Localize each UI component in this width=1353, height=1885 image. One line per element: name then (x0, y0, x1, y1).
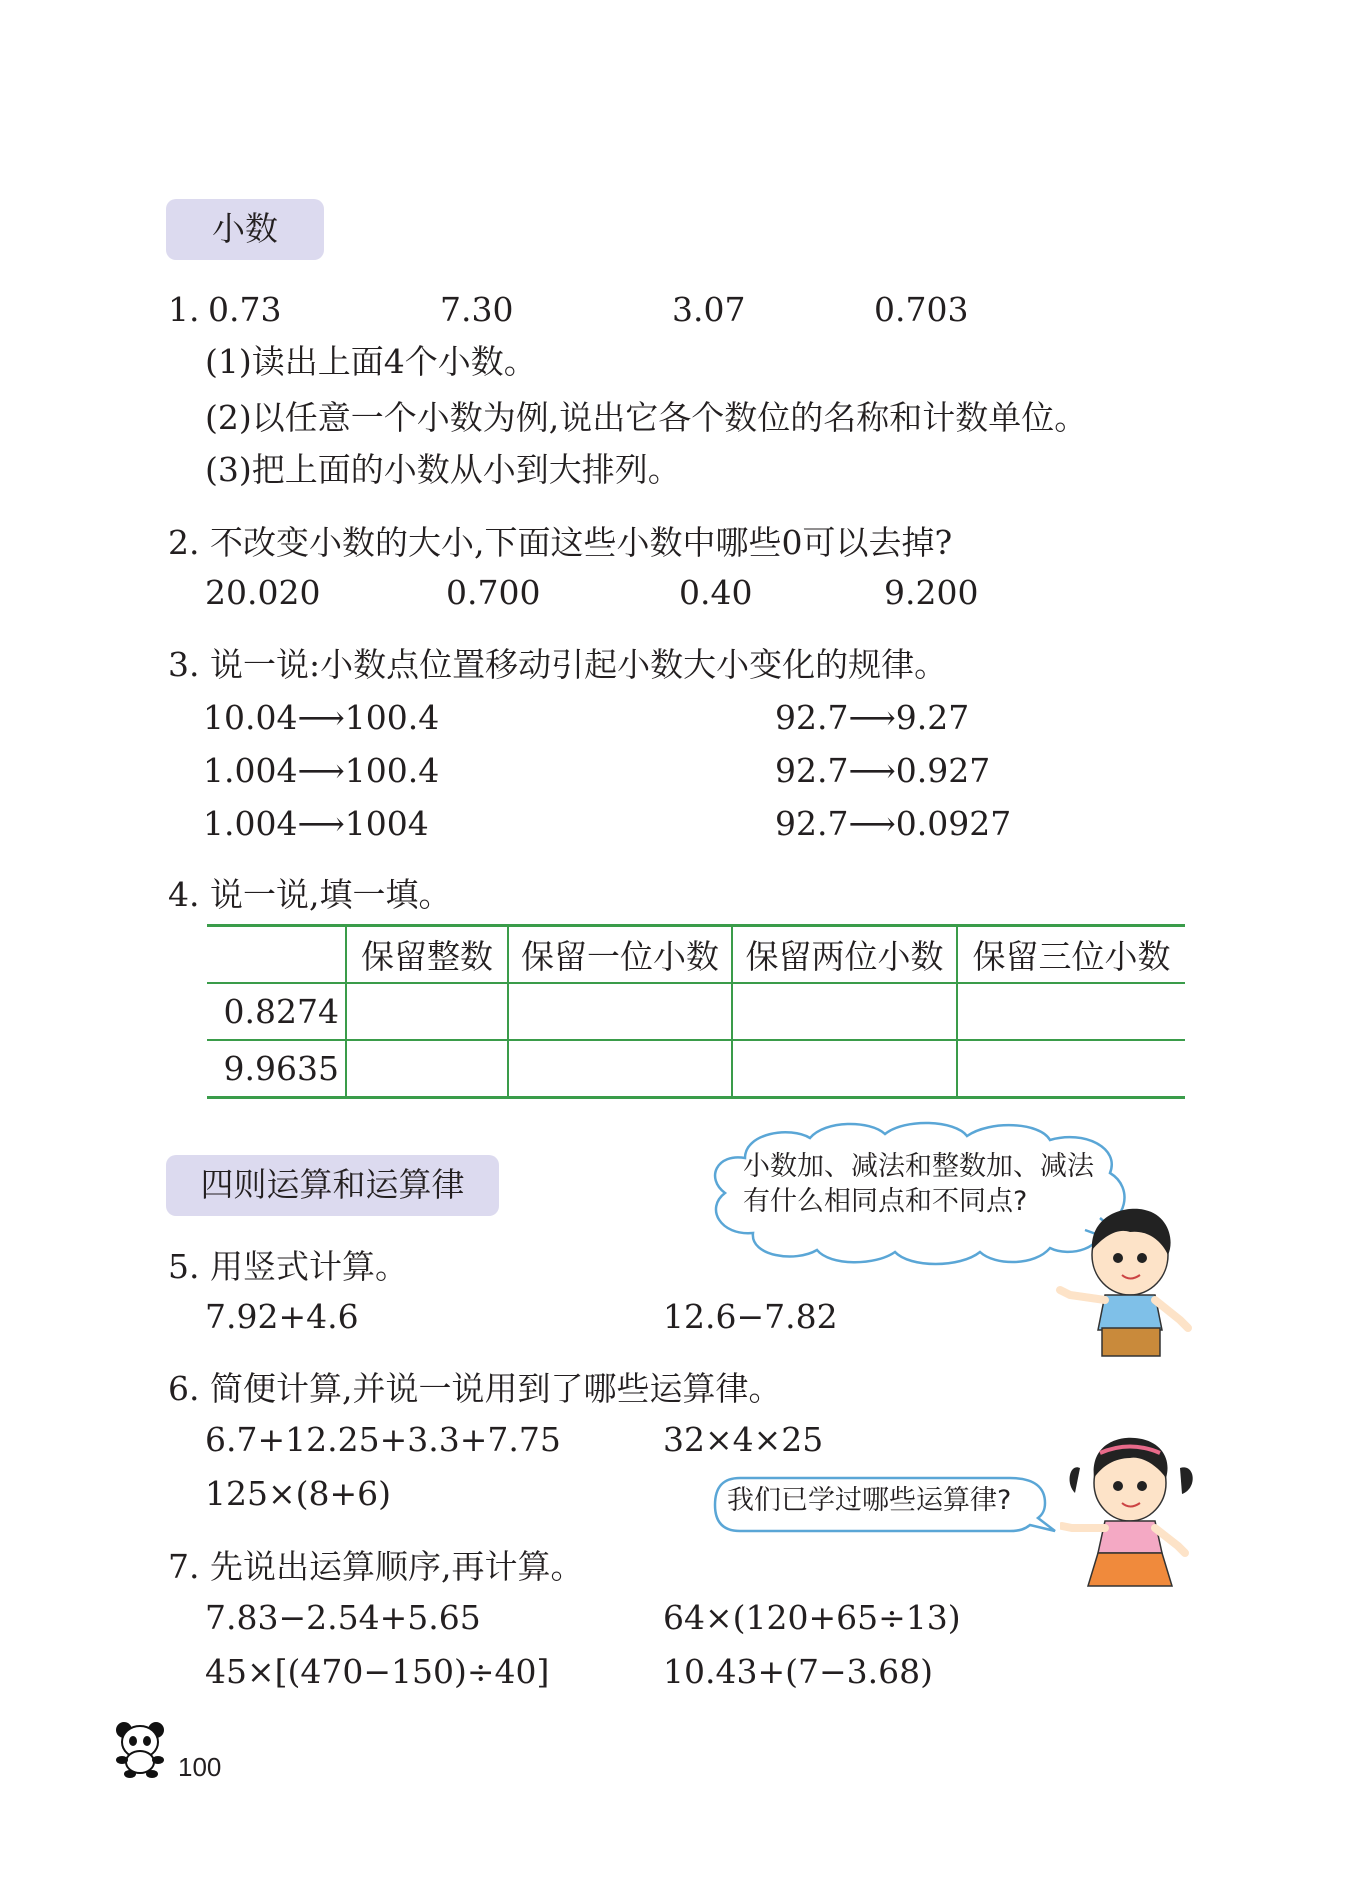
q3-question: 3. 说一说:小数点位置移动引起小数大小变化的规律。 (168, 645, 948, 684)
q7-expression: 45×[(470−150)÷40] (205, 1652, 550, 1691)
table-blank-cell[interactable] (346, 983, 508, 1040)
q3-right-item: 92.7⟶0.0927 (775, 804, 1012, 843)
table-header-row (207, 926, 1185, 984)
boy-illustration (1050, 1200, 1195, 1360)
q3-right-item: 92.7⟶9.27 (775, 698, 970, 737)
table-blank-cell[interactable] (508, 1040, 732, 1098)
q3-left-item: 1.004⟶1004 (203, 804, 429, 843)
table-header-cell: 保留整数 (346, 926, 508, 984)
section-tag-decimals: 小数 (166, 199, 324, 260)
q1-value: 0.703 (874, 290, 969, 329)
q3-left-item: 10.04⟶100.4 (203, 698, 440, 737)
bubble1-line2: 有什么相同点和不同点? (743, 1186, 1028, 1217)
q5-expression: 7.92+4.6 (205, 1297, 359, 1336)
q4-question: 4. 说一说,填一填。 (168, 875, 452, 914)
table-blank-cell[interactable] (957, 1040, 1185, 1098)
q1-value: 0.73 (208, 290, 282, 329)
q2-value: 20.020 (205, 573, 321, 612)
section-tag-operations: 四则运算和运算律 (166, 1155, 499, 1216)
panda-icon (112, 1718, 172, 1780)
table-header-cell (207, 926, 346, 984)
q5-expression: 12.6−7.82 (663, 1297, 838, 1336)
q1-sub2: (2)以任意一个小数为例,说出它各个数位的名称和计数单位。 (205, 398, 1088, 437)
q6-expression: 6.7+12.25+3.3+7.75 (205, 1420, 561, 1459)
table-row-label: 0.8274 (207, 983, 346, 1040)
page-number: 100 (178, 1752, 222, 1782)
q3-right-item: 92.7⟶0.927 (775, 751, 991, 790)
table-header-cell: 保留一位小数 (508, 926, 732, 984)
table-blank-cell[interactable] (957, 983, 1185, 1040)
q7-expression: 7.83−2.54+5.65 (205, 1598, 481, 1637)
bubble1-line1: 小数加、减法和整数加、减法 (743, 1151, 1094, 1182)
q7-question: 7. 先说出运算顺序,再计算。 (168, 1547, 584, 1586)
table-row (207, 983, 1185, 1040)
q2-value: 9.200 (884, 573, 979, 612)
q6-expression: 125×(8+6) (205, 1474, 392, 1513)
table-header-cell: 保留两位小数 (732, 926, 957, 984)
table-row-label: 9.9635 (207, 1040, 346, 1098)
table-blank-cell[interactable] (346, 1040, 508, 1098)
girl-illustration (1060, 1428, 1200, 1598)
bubble2-text: 我们已学过哪些运算律? (727, 1485, 1012, 1516)
q1-number: 1. (168, 290, 200, 329)
q1-sub1: (1)读出上面4个小数。 (205, 342, 537, 381)
rounding-table (207, 924, 1185, 1099)
q7-expression: 64×(120+65÷13) (663, 1598, 961, 1637)
q6-question: 6. 简便计算,并说一说用到了哪些运算律。 (168, 1369, 782, 1408)
q1-value: 7.30 (440, 290, 514, 329)
q1-sub3: (3)把上面的小数从小到大排列。 (205, 450, 681, 489)
table-row (207, 1040, 1185, 1098)
table-blank-cell[interactable] (732, 983, 957, 1040)
q3-left-item: 1.004⟶100.4 (203, 751, 440, 790)
q1-value: 3.07 (672, 290, 746, 329)
q7-expression: 10.43+(7−3.68) (663, 1652, 933, 1691)
q2-value: 0.40 (679, 573, 753, 612)
table-blank-cell[interactable] (508, 983, 732, 1040)
q2-question: 2. 不改变小数的大小,下面这些小数中哪些0可以去掉? (168, 523, 953, 562)
q6-expression: 32×4×25 (663, 1420, 824, 1459)
table-blank-cell[interactable] (732, 1040, 957, 1098)
table-header-cell: 保留三位小数 (957, 926, 1185, 984)
q5-question: 5. 用竖式计算。 (168, 1247, 408, 1286)
q2-value: 0.700 (446, 573, 541, 612)
